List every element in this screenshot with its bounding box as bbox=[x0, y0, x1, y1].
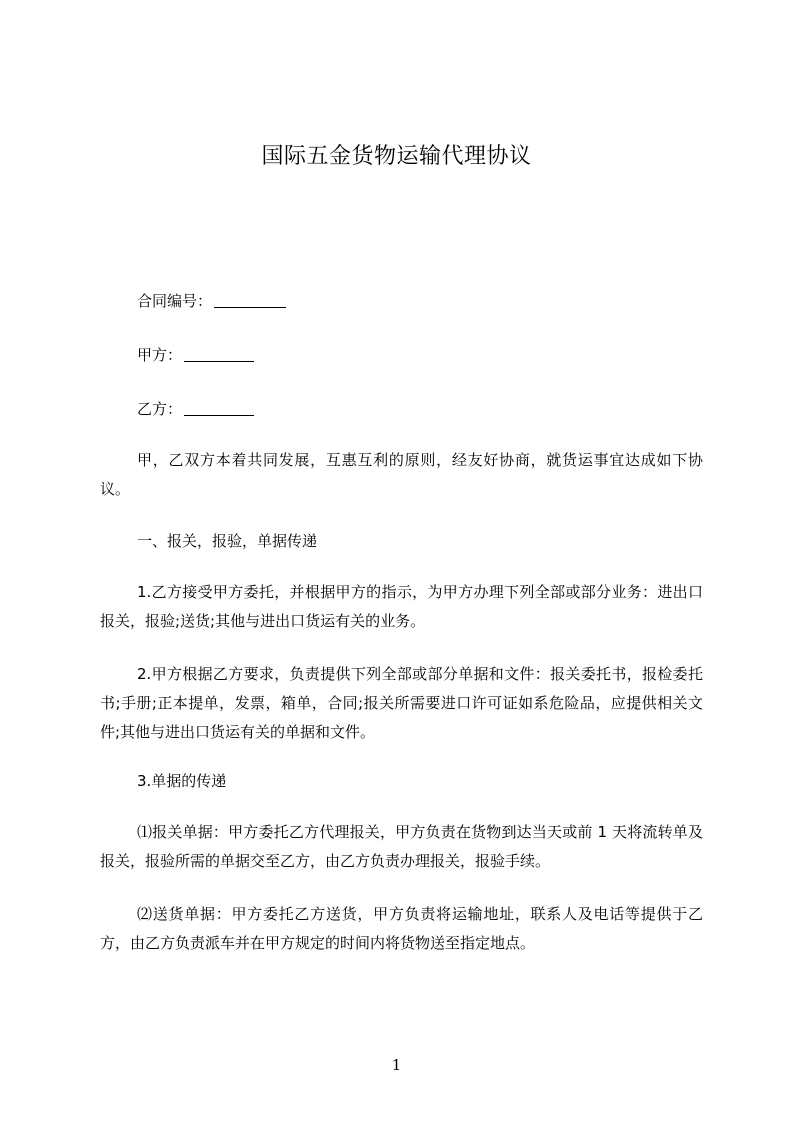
clause-3-heading: 3.单据的传递 bbox=[137, 772, 227, 790]
section-1-heading: 一、报关，报验，单据传递 bbox=[137, 532, 318, 550]
document-title: 国际五金货物运输代理协议 bbox=[261, 144, 532, 169]
clause-2-paragraph: 2.甲方根据乙方要求，负责提供下列全部或部分单据和文件：报关委托书，报检委托书;手册;正本提单，发票，箱单，合同;报关所需要进口许可证如系危险品，应提供相关文件;其他与进出口货运有关的单据和文件。 bbox=[100, 665, 703, 741]
party-a-blank bbox=[184, 347, 254, 362]
intro-paragraph: 甲，乙双方本着共同发展，互惠互利的原则，经友好协商，就货运事宜达成如下协议。 bbox=[100, 451, 703, 498]
clause-3-1-paragraph: ⑴报关单据：甲方委托乙方代理报关，甲方负责在货物到达当天或前 1 天将流转单及报关，报验所需的单据交至乙方，由乙方负责办理报关，报验手续。 bbox=[100, 823, 703, 870]
clause-1-paragraph: 1.乙方接受甲方委托，并根据甲方的指示，为甲方办理下列全部或部分业务：进出口报关，报验;送货;其他与进出口货运有关的业务。 bbox=[100, 583, 703, 630]
party-a-field bbox=[137, 346, 254, 364]
page-number: 1 bbox=[391, 1056, 402, 1074]
party-a-label: 甲方： bbox=[137, 346, 183, 364]
contract-number-blank bbox=[214, 293, 286, 308]
contract-number-field bbox=[137, 292, 286, 310]
party-b-field bbox=[137, 400, 254, 418]
party-b-blank bbox=[184, 401, 254, 416]
party-b-label: 乙方： bbox=[137, 400, 183, 418]
clause-3-2-paragraph: ⑵送货单据：甲方委托乙方送货，甲方负责将运输地址，联系人及电话等提供于乙方，由乙方负责派车并在甲方规定的时间内将货物送至指定地点。 bbox=[100, 905, 703, 952]
contract-number-label: 合同编号： bbox=[137, 292, 213, 310]
